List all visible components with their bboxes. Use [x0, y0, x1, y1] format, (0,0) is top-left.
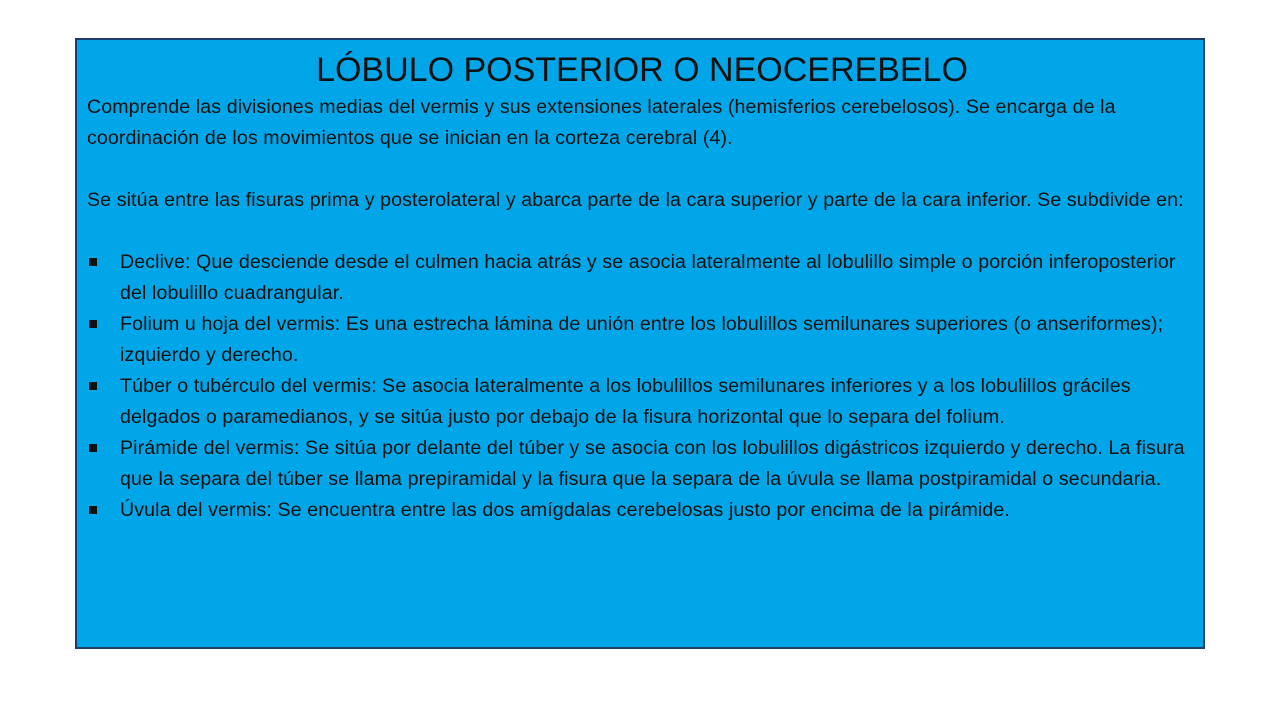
list-item-folium [87, 309, 1197, 371]
square-bullet-icon [89, 444, 97, 452]
paragraph-location: Se sitúa entre las fisuras prima y posterolateral y abarca parte de la cara superior y parte de la cara inferior. Se subdivide en: [87, 189, 1184, 211]
subdivision-list [87, 247, 1197, 526]
list-item-declive [87, 247, 1197, 309]
slide-content [87, 48, 1197, 526]
list-item-tuber [87, 371, 1197, 433]
list-item-uvula [87, 495, 1197, 526]
list-item-text: Pirámide del vermis: Se sitúa por delante del túber y se asocia con los lobulillos digástricos izquierdo y derecho. La fisura que la separa del túber se llama prepiramidal y la fisura que la separa de la úvula se llama postpiramidal o secundaria. [120, 437, 1185, 490]
square-bullet-icon [89, 320, 97, 328]
square-bullet-icon [89, 506, 97, 514]
paragraph-intro: Comprende las divisiones medias del vermis y sus extensiones laterales (hemisferios cerebelosos). Se encarga de la coordinación de los movimientos que se inician en la corteza cerebral (4). [87, 96, 1116, 149]
list-item-text: Úvula del vermis: Se encuentra entre las dos amígdalas cerebelosas justo por encima de la pirámide. [120, 499, 1010, 521]
list-item-piramide [87, 433, 1197, 495]
list-item-text: Túber o tubérculo del vermis: Se asocia lateralmente a los lobulillos semilunares inferiores y a los lobulillos gráciles delgados o paramedianos, y se sitúa justo por debajo de la fisura horizontal que lo separa del folium. [120, 375, 1131, 428]
square-bullet-icon [89, 258, 97, 266]
list-item-text: Declive: Que desciende desde el culmen hacia atrás y se asocia lateralmente al lobulillo simple o porción inferoposterior del lobulillo cuadrangular. [120, 251, 1176, 304]
list-item-text: Folium u hoja del vermis: Es una estrecha lámina de unión entre los lobulillos semilunares superiores (o anseriformes); izquierdo y derecho. [120, 313, 1164, 366]
paragraph-spacer [87, 154, 1197, 185]
square-bullet-icon [89, 382, 97, 390]
slide-title: LÓBULO POSTERIOR O NEOCEREBELO [316, 51, 968, 89]
paragraph-spacer [87, 216, 1197, 247]
